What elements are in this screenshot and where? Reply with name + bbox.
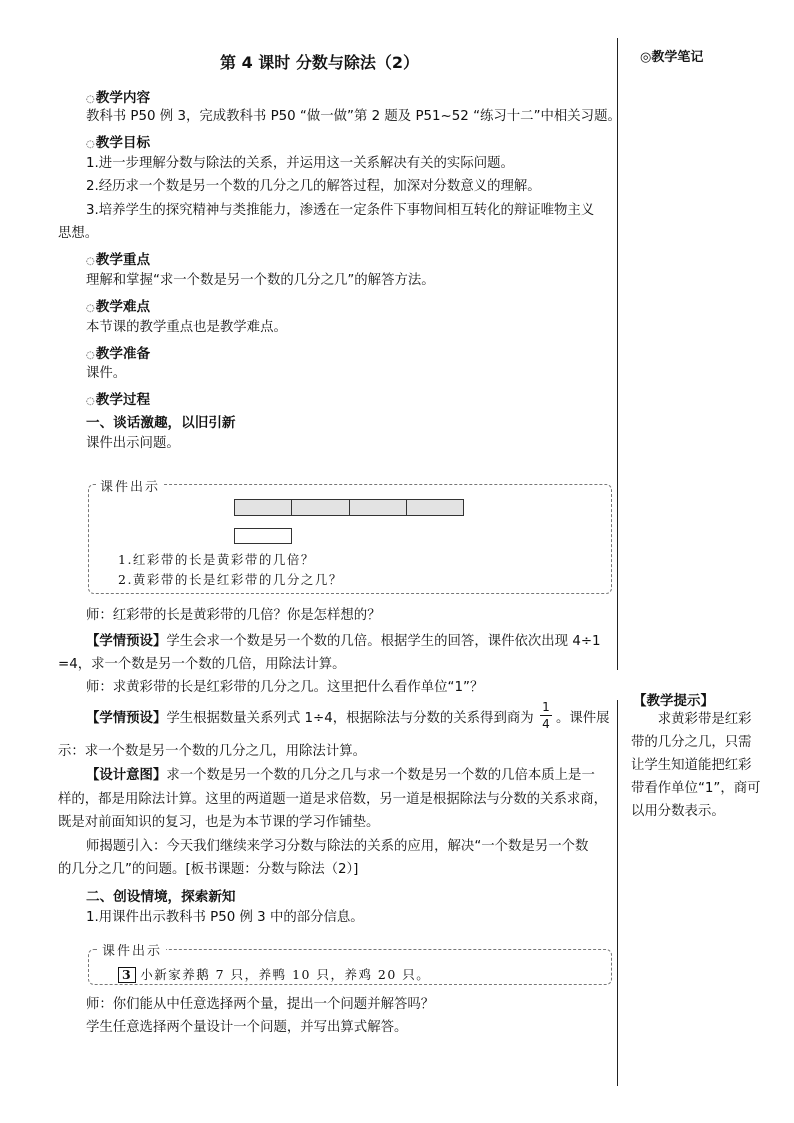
courseware-box-1-label: 课件出示: [96, 476, 164, 495]
bullet-icon: ◌: [86, 139, 95, 150]
fraction-numerator: 1: [542, 700, 550, 714]
process-heading: [86, 388, 150, 408]
dialog-line-12: 1.用课件出示教科书 P50 例 3 中的部分信息。: [86, 910, 364, 925]
preset-tag: 【学情预设】: [86, 634, 167, 649]
dialog-line-5-end: 。课件展: [556, 711, 610, 726]
ribbon-segment: [235, 500, 292, 515]
margin-divider-bottom: [617, 700, 618, 1086]
fraction-bar: [540, 715, 552, 716]
bullet-icon: ◌: [86, 94, 95, 105]
part1-text: 课件出示问题。: [86, 436, 180, 451]
content-text: 教科书 P50 例 3，完成教科书 P50 “做一做”第 2 题及 P51~52 “练习十二”中相关习题。: [86, 109, 621, 124]
bullet-icon: ◌: [86, 256, 95, 267]
teaching-tip-title: 【教学提示】: [633, 693, 714, 709]
courseware-box-2-label: 课件出示: [98, 940, 166, 959]
key-heading-text: 教学重点: [95, 252, 151, 268]
dialog-line-7: [86, 766, 595, 786]
ribbon-segment: [407, 500, 463, 515]
dialog-line-2-text: 学生会求一个数是另一个数的几倍。根据学生的回答，课件依次出现 4÷1: [166, 634, 601, 649]
dialog-line-5-text: 学生根据数量关系列式 1÷4，根据除法与分数的关系得到商为: [166, 711, 534, 726]
difficulty-text: 本节课的教学重点也是教学难点。: [86, 320, 287, 335]
content-heading-text: 教学内容: [95, 90, 151, 106]
dialog-line-10: 师揭题引入：今天我们继续来学习分数与除法的关系的应用，解决“一个数是另一个数: [86, 839, 589, 854]
difficulty-heading-text: 教学难点: [95, 299, 151, 315]
example-3-text: 小新家养鹅 7 只，养鸭 10 只，养鸡 20 只。: [140, 967, 431, 982]
goal-1: 1.进一步理解分数与除法的关系，并运用这一关系解决有关的实际问题。: [86, 156, 514, 171]
dialog-line-2: [86, 632, 601, 652]
key-text: 理解和掌握“求一个数是另一个数的几分之几”的解答方法。: [86, 273, 435, 288]
dialog2-line-1: 师：你们能从中任意选择两个量，提出一个问题并解答吗？: [86, 997, 435, 1012]
prep-heading: [86, 342, 150, 362]
difficulty-heading: [86, 295, 150, 315]
example-3-info: [118, 965, 430, 983]
example-number-badge: 3: [118, 967, 136, 983]
goal-2: 2.经历求一个数是另一个数的几分之几的解答过程，加深对分数意义的理解。: [86, 179, 541, 194]
dialog-line-3: =4，求一个数是另一个数的几倍，用除法计算。: [58, 657, 346, 672]
goals-heading: [86, 131, 150, 151]
design-intent-tag: 【设计意图】: [86, 768, 167, 783]
dialog-line-9: 既是对前面知识的复习，也是为本节课的学习作铺垫。: [58, 815, 380, 830]
goals-heading-text: 教学目标: [95, 135, 151, 151]
goal-3: 3.培养学生的探究精神与类推能力，渗透在一定条件下事物间相互转化的辩证唯物主义: [86, 203, 595, 218]
part2-title: 二、创设情境，探索新知: [86, 889, 236, 905]
key-heading: [86, 248, 150, 268]
bullet-icon: ◌: [86, 303, 95, 314]
bullet-icon: ◌: [86, 350, 95, 361]
teaching-notes-label: ◎教学笔记: [640, 50, 704, 65]
fraction-one-quarter: [540, 700, 552, 731]
question-2: 2.黄彩带的长是红彩带的几分之几？: [118, 572, 343, 587]
dialog-line-6: 示：求一个数是另一个数的几分之几，用除法计算。: [58, 744, 366, 759]
red-ribbon: [234, 528, 292, 544]
preset-tag: 【学情预设】: [86, 711, 167, 726]
question-1: 1.红彩带的长是黄彩带的几倍？: [118, 552, 315, 567]
margin-divider-top: [617, 38, 618, 670]
dialog-line-7-text: 求一个数是另一个数的几分之几与求一个数是另一个数的几倍本质上是一: [166, 768, 595, 783]
dialog-line-8: 样的，都是用除法计算。这里的两道题一道是求倍数，另一道是根据除法与分数的关系求商，: [58, 792, 608, 807]
part1-title: 一、谈话激趣，以旧引新: [86, 415, 236, 431]
ribbon-segment: [350, 500, 407, 515]
yellow-ribbon: [234, 499, 464, 516]
fraction-denominator: 4: [542, 717, 550, 731]
content-heading: [86, 86, 150, 106]
process-heading-text: 教学过程: [95, 392, 151, 408]
dialog2-line-2: 学生任意选择两个量设计一个问题，并写出算式解答。: [86, 1020, 408, 1035]
prep-heading-text: 教学准备: [95, 346, 151, 362]
dialog-line-11: 的几分之几”的问题。[板书课题：分数与除法（2）]: [58, 862, 359, 877]
dialog-line-1: 师：红彩带的长是黄彩带的几倍？你是怎样想的？: [86, 608, 381, 623]
bullet-icon: ◌: [86, 396, 95, 407]
teaching-tip-text: 求黄彩带是红彩带的几分之几，只需让学生知道能把红彩带看作单位“1”，商可以用分数表示。: [631, 712, 761, 819]
ribbon-segment: [292, 500, 349, 515]
goal-3-cont: 思想。: [58, 226, 99, 241]
dialog-line-5: [86, 709, 534, 729]
dialog-line-4: 师：求黄彩带的长是红彩带的几分之几。这里把什么看作单位“1”？: [86, 680, 484, 695]
prep-text: 课件。: [86, 366, 127, 381]
page-title: 第 4 课时 分数与除法（2）: [220, 53, 419, 72]
